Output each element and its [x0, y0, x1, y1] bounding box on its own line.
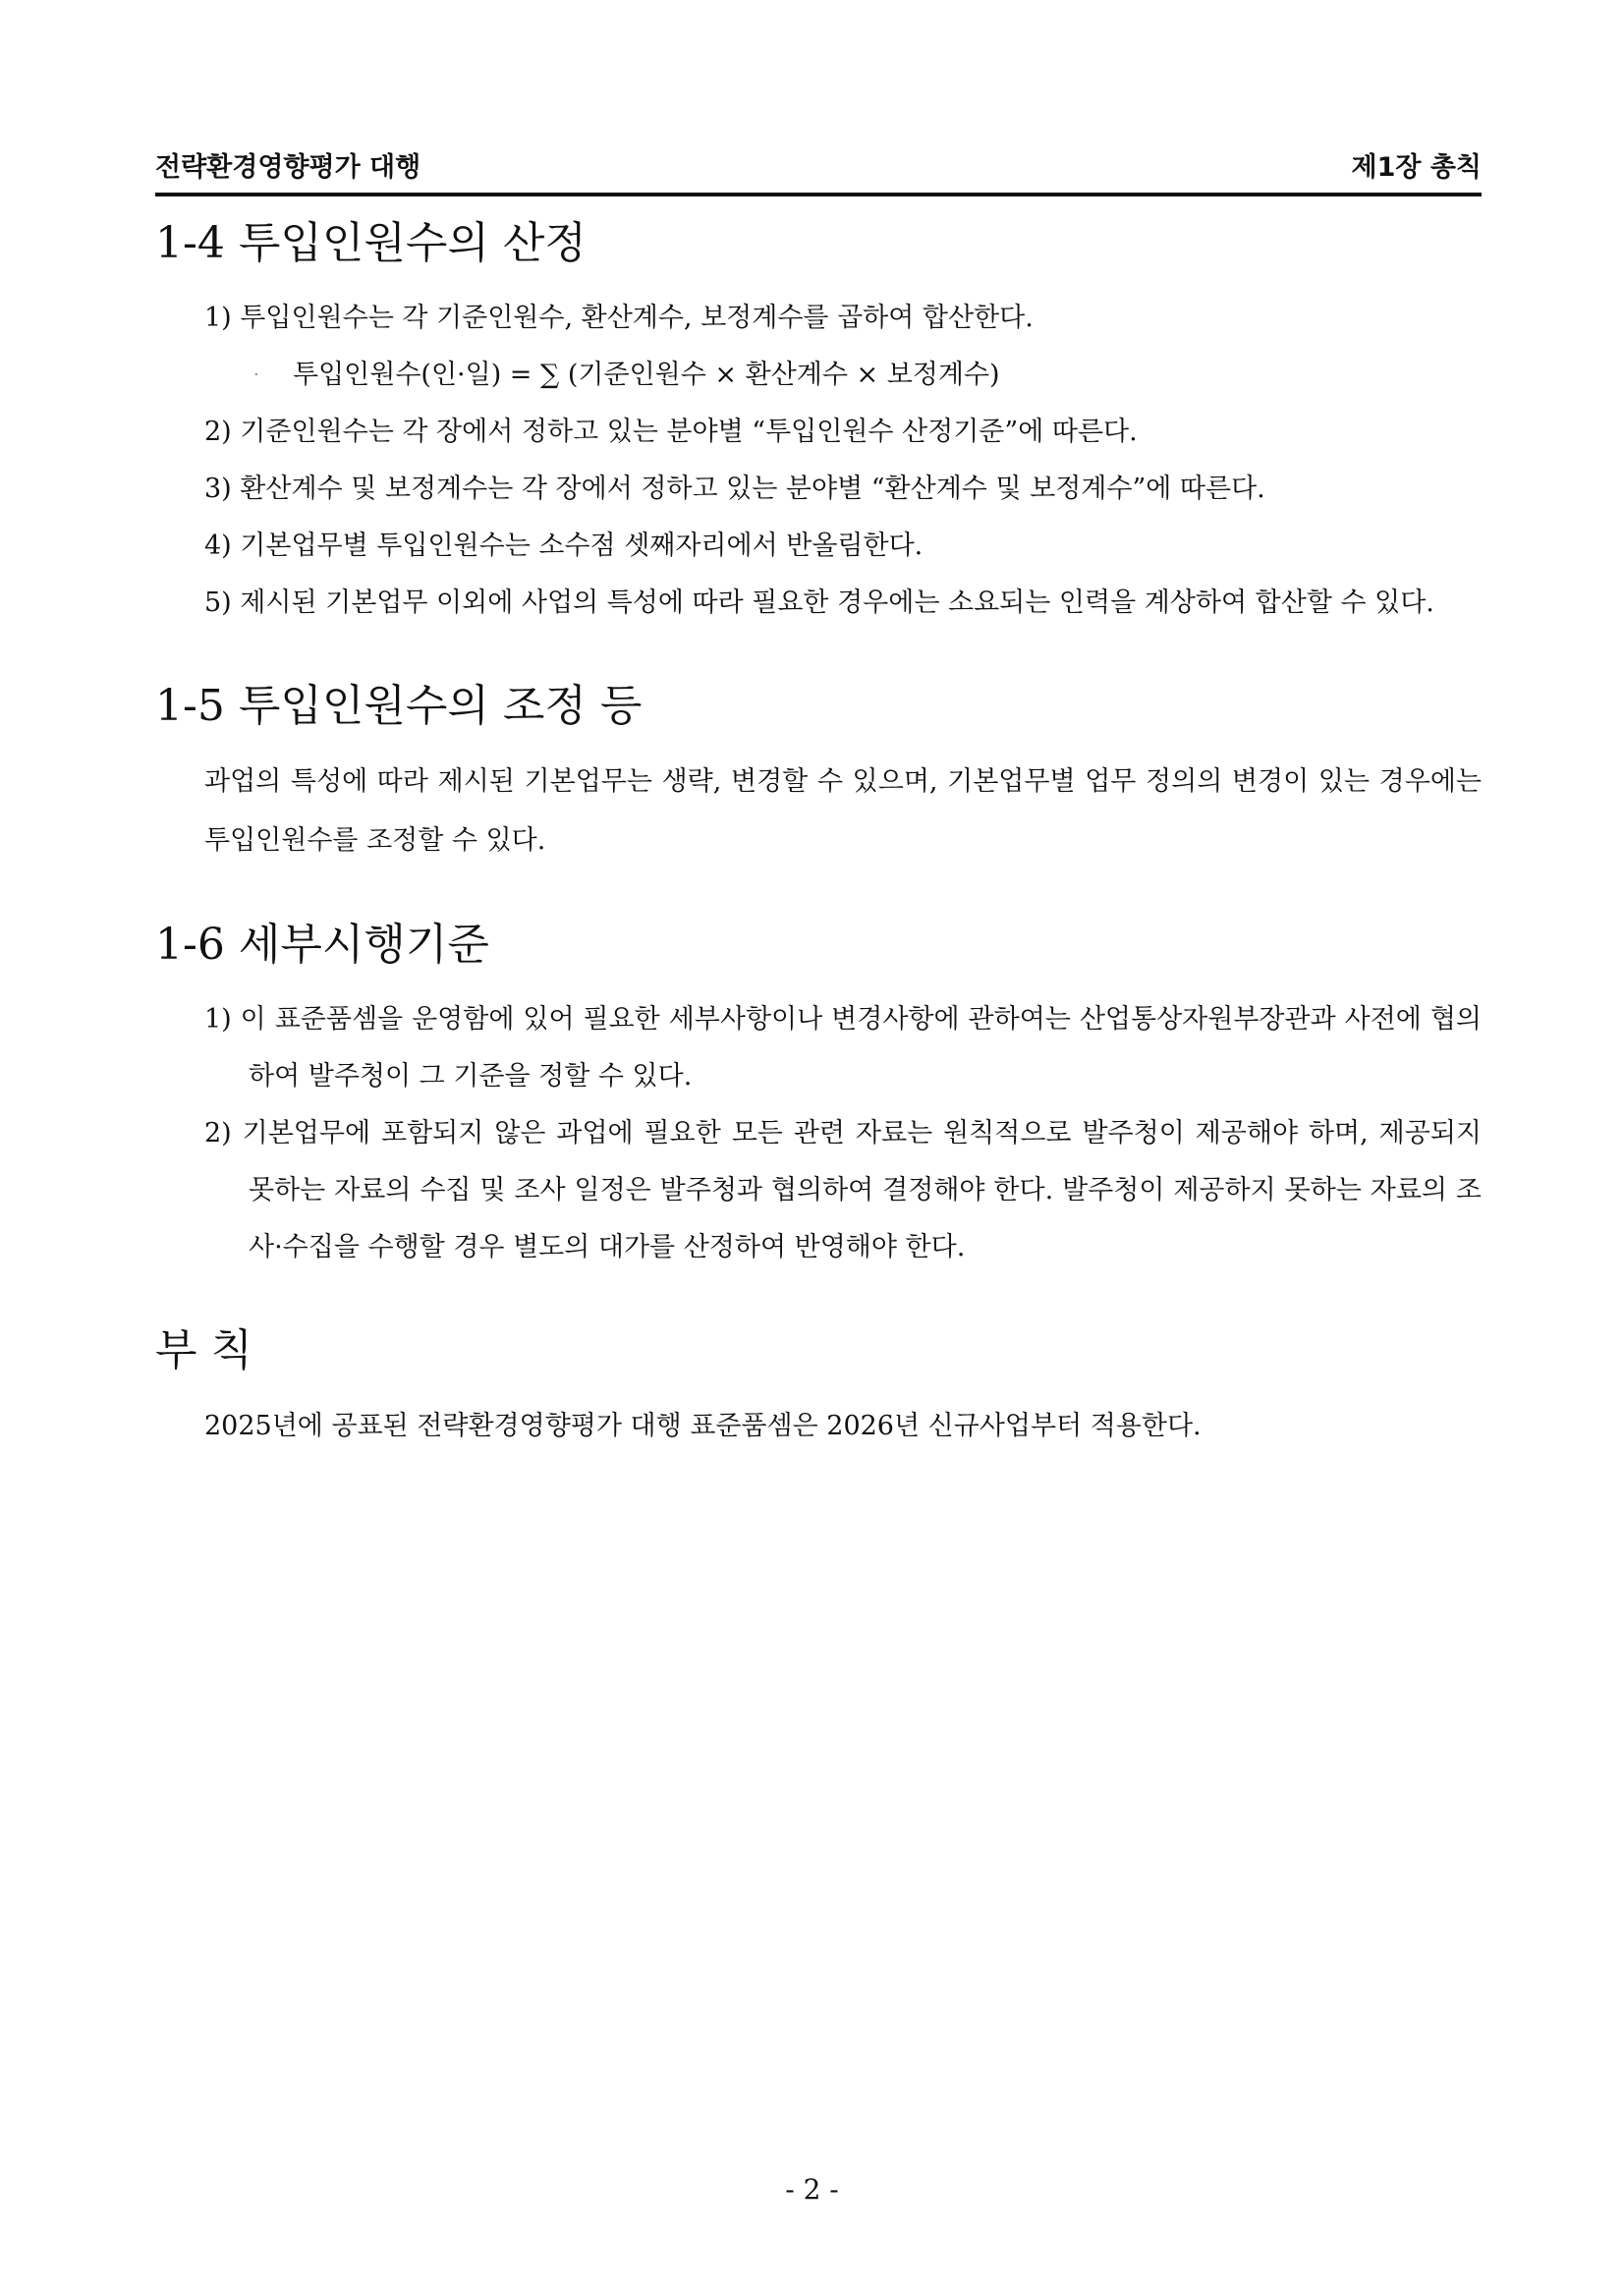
list-item: 4) 기본업무별 투입인원수는 소수점 셋째자리에서 반올림한다. [204, 531, 924, 562]
formula-line [253, 347, 1482, 405]
list-item: 3) 환산계수 및 보정계수는 각 장에서 정하고 있는 분야별 “환산계수 및 보정계수”에 따른다. [204, 474, 1265, 505]
section-paragraph: 과업의 특성에 따라 제시된 기본업무는 생략, 변경할 수 있으며, 기본업무별 업무 정의의 변경이 있는 경우에는 투입인원수를 조정할 수 있다. [204, 766, 1482, 857]
section-1-4 [155, 218, 1482, 632]
chapter-title: 제1장 총칙 [1351, 152, 1482, 183]
page-header [155, 138, 1482, 196]
page-number: - 2 - [785, 2173, 839, 2206]
document-body [155, 218, 1482, 1505]
bullet-icon: · [253, 364, 259, 386]
section-heading: 1-5 투입인원수의 조정 등 [155, 681, 643, 732]
formula-text: 투입인원수(인·일) = ∑ (기준인원수 × 환산계수 × 보정계수) [293, 359, 1000, 390]
section-heading: 부 칙 [155, 1324, 252, 1375]
list-item: 2) 기본업무에 포함되지 않은 과업에 필요한 모든 관련 자료는 원칙적으로 발주청이 제공해야 하며, 제공되지 못하는 자료의 수집 및 조사 일정은 발주청과 협의하여 결정해야 한다. 발주청이 제공하지 못하는 자료의 조사·수집을 수행할 경우 별도의 대가를 산정하여 반영해야 한다. [204, 1117, 1482, 1262]
section-heading: 1-4 투입인원수의 산정 [155, 218, 587, 268]
list-item: 1) 투입인원수는 각 기준인원수, 환산계수, 보정계수를 곱하여 합산한다. [204, 302, 1034, 333]
list-item: 5) 제시된 기본업무 이외에 사업의 특성에 따라 필요한 경우에는 소요되는 인력을 계상하여 합산할 수 있다. [204, 588, 1434, 619]
list-item: 1) 이 표준품셈을 운영함에 있어 필요한 세부사항이나 변경사항에 관하여는 산업통상자원부장관과 사전에 협의하여 발주청이 그 기준을 정할 수 있다. [204, 1003, 1482, 1092]
section-1-5 [155, 681, 1482, 870]
section-paragraph: 2025년에 공표된 전략환경영향평가 대행 표준품셈은 2026년 신규사업부터 적용한다. [204, 1410, 1202, 1441]
section-1-6 [155, 920, 1482, 1276]
document-title: 전략환경영향평가 대행 [155, 152, 421, 183]
section-addenda [155, 1325, 1482, 1456]
list-item: 2) 기준인원수는 각 장에서 정하고 있는 분야별 “투입인원수 산정기준”에 따른다. [204, 417, 1138, 448]
section-heading: 1-6 세부시행기준 [155, 920, 489, 971]
